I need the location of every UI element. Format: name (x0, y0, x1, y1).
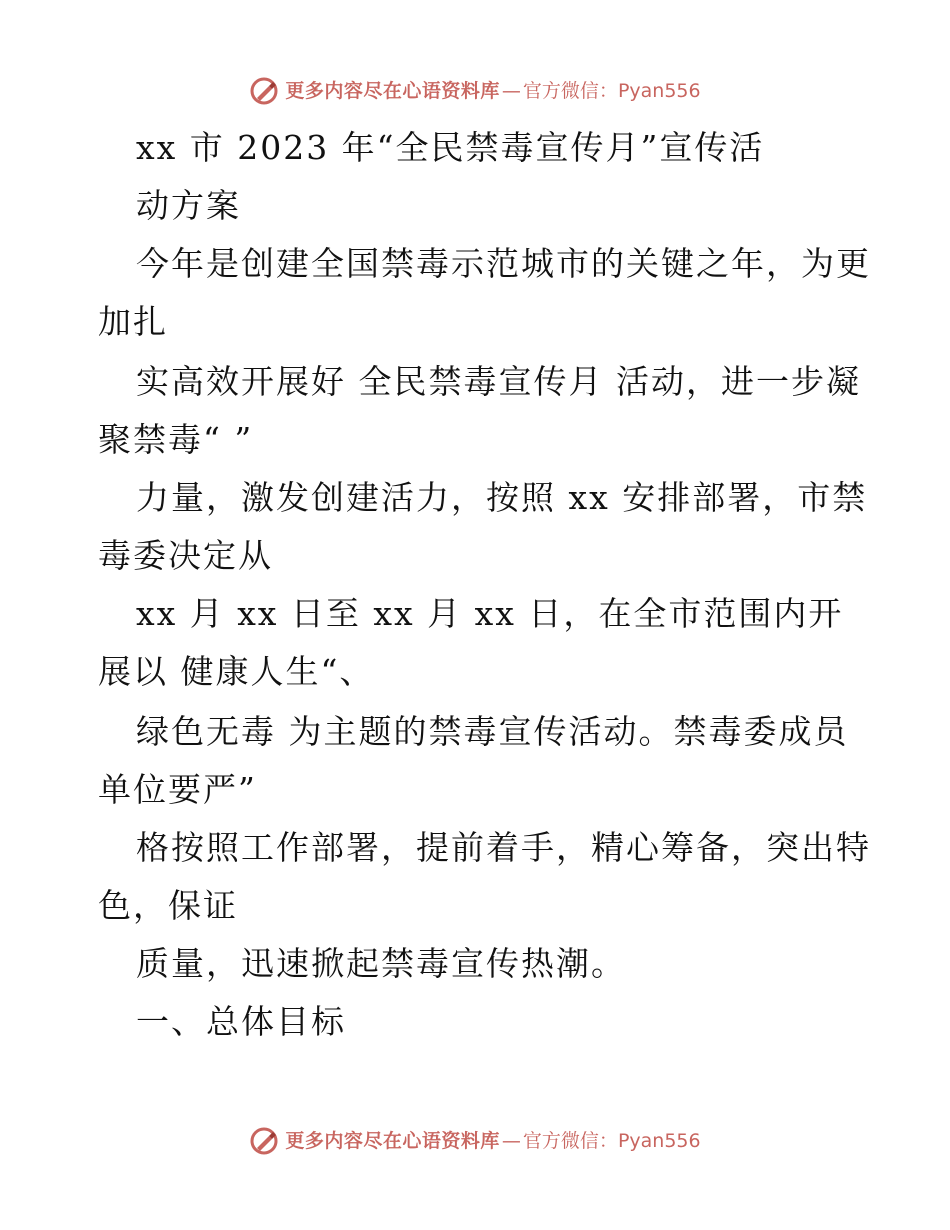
logo-icon (249, 1126, 279, 1156)
banner-separator: — (501, 1130, 521, 1152)
doc-line: 加扎 (98, 302, 168, 341)
banner-text: 更多内容尽在心语资料库 (285, 1130, 500, 1152)
banner-wechat-label: 官方微信： (522, 1130, 618, 1152)
doc-title-line-1: xx 市 2023 年“全民禁毒宣传月”宣传活 (136, 128, 765, 167)
doc-line: 绿色无毒 为主题的禁毒宣传活动。禁毒委成员 (136, 712, 849, 751)
header-banner (0, 76, 950, 106)
banner-wechat-id: Pyan556 (617, 80, 701, 102)
doc-line: 色，保证 (98, 886, 238, 925)
doc-line: 今年是创建全国禁毒示范城市的关键之年，为更 (136, 244, 871, 283)
doc-line: 质量，迅速掀起禁毒宣传热潮。 (136, 944, 626, 983)
doc-title-line-2: 动方案 (136, 186, 241, 225)
logo-icon (249, 76, 279, 106)
doc-line: 单位要严” (98, 770, 257, 809)
footer-banner (0, 1126, 950, 1156)
section-heading: 一、总体目标 (136, 1002, 346, 1041)
banner-wechat-id: Pyan556 (617, 1130, 701, 1152)
doc-line: 展以 健康人生“、 (98, 652, 375, 691)
banner-separator: — (501, 80, 521, 102)
doc-line: 力量，激发创建活力，按照 xx 安排部署，市禁 (136, 478, 868, 517)
doc-line: 格按照工作部署，提前着手，精心筹备，突出特 (136, 828, 871, 867)
banner-text: 更多内容尽在心语资料库 (285, 80, 500, 102)
doc-line: 聚禁毒“ ” (98, 420, 254, 459)
doc-line: 实高效开展好 全民禁毒宣传月 活动，进一步凝 (136, 362, 861, 401)
doc-line: xx 月 xx 日至 xx 月 xx 日，在全市范围内开 (136, 594, 844, 633)
doc-line: 毒委决定从 (98, 536, 273, 575)
banner-wechat-label: 官方微信： (522, 80, 618, 102)
